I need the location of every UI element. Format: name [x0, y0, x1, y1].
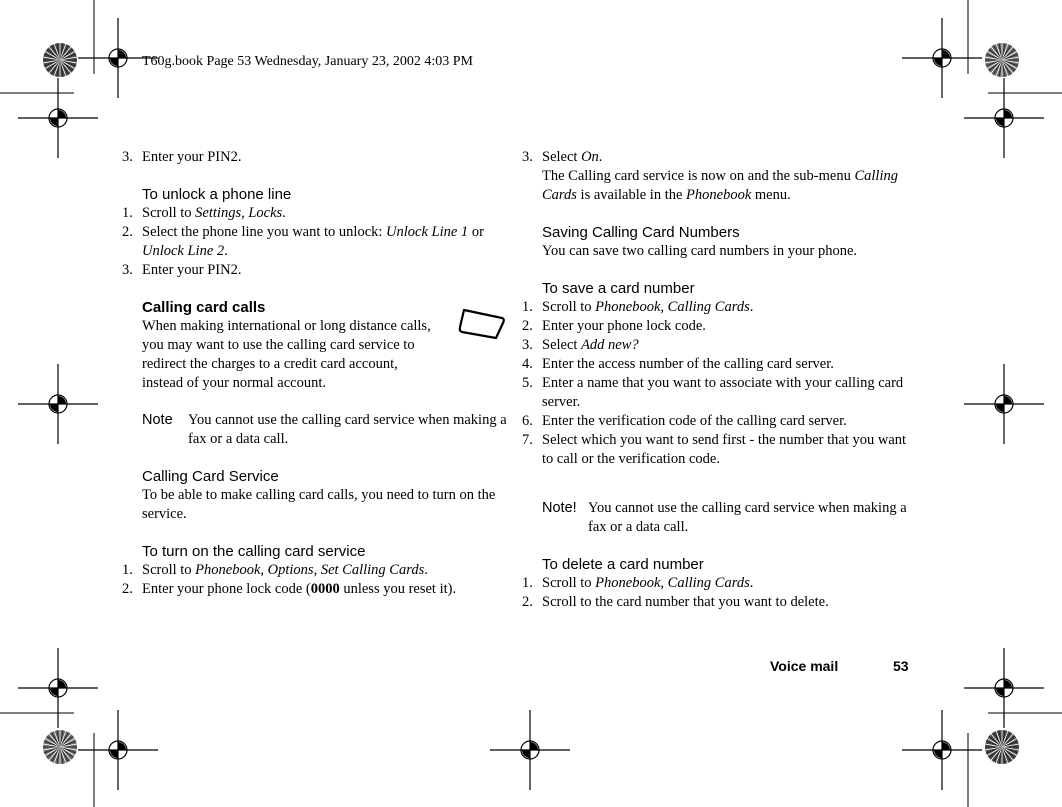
- crosshair-mark: [902, 710, 982, 790]
- heading-calling-card-calls: Calling card calls: [142, 299, 266, 316]
- crosshair-mark: [902, 18, 982, 98]
- page-number: 53: [893, 658, 909, 674]
- crosshair-mark: [18, 364, 98, 444]
- step-enter-pin: 3. Enter your PIN2.: [122, 149, 242, 165]
- starburst-mark: [985, 43, 1019, 77]
- note-label-right: Note!: [542, 500, 577, 516]
- crosshair-mark: [78, 710, 158, 790]
- footer-section-title: Voice mail: [770, 658, 839, 674]
- heading-unlock-phone-line: To unlock a phone line: [142, 186, 292, 203]
- turn-on-step-2: 2. Enter your phone lock code (0000 unless you reset it).: [122, 581, 457, 597]
- unlock-step-2: 2. Select the phone line you want to unlock: Unlock Line 1 or Unlock Line 2.: [122, 224, 484, 259]
- heading-delete-card-number: To delete a card number: [542, 556, 704, 573]
- save-step-6: 6. Enter the verification code of the calling card server.: [522, 413, 847, 429]
- delete-step-2: 2. Scroll to the card number that you want to delete.: [522, 594, 829, 610]
- crosshair-mark: [964, 648, 1044, 728]
- starburst-mark: [985, 730, 1019, 764]
- print-header: T60g.book Page 53 Wednesday, January 23, 2002 4:03 PM: [142, 54, 473, 69]
- step-select-on: 3. Select On.: [522, 149, 603, 165]
- save-step-4: 4. Enter the access number of the calling card server.: [522, 356, 834, 372]
- unlock-step-1: 1. Scroll to Settings, Locks.: [122, 205, 286, 221]
- crosshair-mark: [490, 710, 570, 790]
- save-step-7: 7. Select which you want to send first - the number that you want to call or the verification code.: [522, 432, 907, 467]
- turn-on-step-1: 1. Scroll to Phonebook, Options, Set Calling Cards.: [122, 562, 428, 578]
- starburst-mark: [43, 43, 77, 77]
- crosshair-mark: [18, 648, 98, 728]
- starburst-mark: [43, 730, 77, 764]
- delete-step-1: 1. Scroll to Phonebook, Calling Cards.: [522, 575, 754, 591]
- calling-card-service-body: To be able to make calling card calls, you need to turn on the service.: [142, 487, 496, 522]
- heading-turn-on-service: To turn on the calling card service: [142, 543, 366, 560]
- heading-save-card-number: To save a card number: [542, 280, 695, 297]
- save-step-2: 2. Enter your phone lock code.: [522, 318, 706, 334]
- crosshair-mark: [964, 78, 1044, 158]
- crosshair-mark: [964, 364, 1044, 444]
- heading-calling-card-service: Calling Card Service: [142, 468, 279, 485]
- right-column: [522, 148, 912, 612]
- heading-saving-numbers: Saving Calling Card Numbers: [542, 224, 740, 241]
- save-step-3: 3. Select Add new?: [522, 337, 639, 353]
- note-block: Note You cannot use the calling card service when making a fax or a data call.: [142, 412, 507, 447]
- saving-numbers-body: You can save two calling card numbers in your phone.: [542, 243, 858, 259]
- card-tab-icon: [456, 306, 506, 342]
- calling-card-calls-body: When making international or long distance calls, you may want to use the calling card service to redirect the charges to a credit card account, instead of your normal account.: [142, 318, 431, 391]
- left-column: [122, 148, 512, 599]
- save-step-5: 5. Enter a name that you want to associate with your calling card server.: [522, 375, 904, 410]
- note-block-right: Note! You cannot use the calling card service when making a fax or a data call.: [542, 500, 907, 535]
- crosshair-mark: [18, 78, 98, 158]
- save-step-1: 1. Scroll to Phonebook, Calling Cards.: [522, 299, 754, 315]
- step-select-on-cont: The Calling card service is now on and the sub-menu Calling Cards is available in the Phonebook menu.: [542, 168, 898, 203]
- unlock-step-3: 3. Enter your PIN2.: [122, 262, 242, 278]
- note-label: Note: [142, 412, 173, 428]
